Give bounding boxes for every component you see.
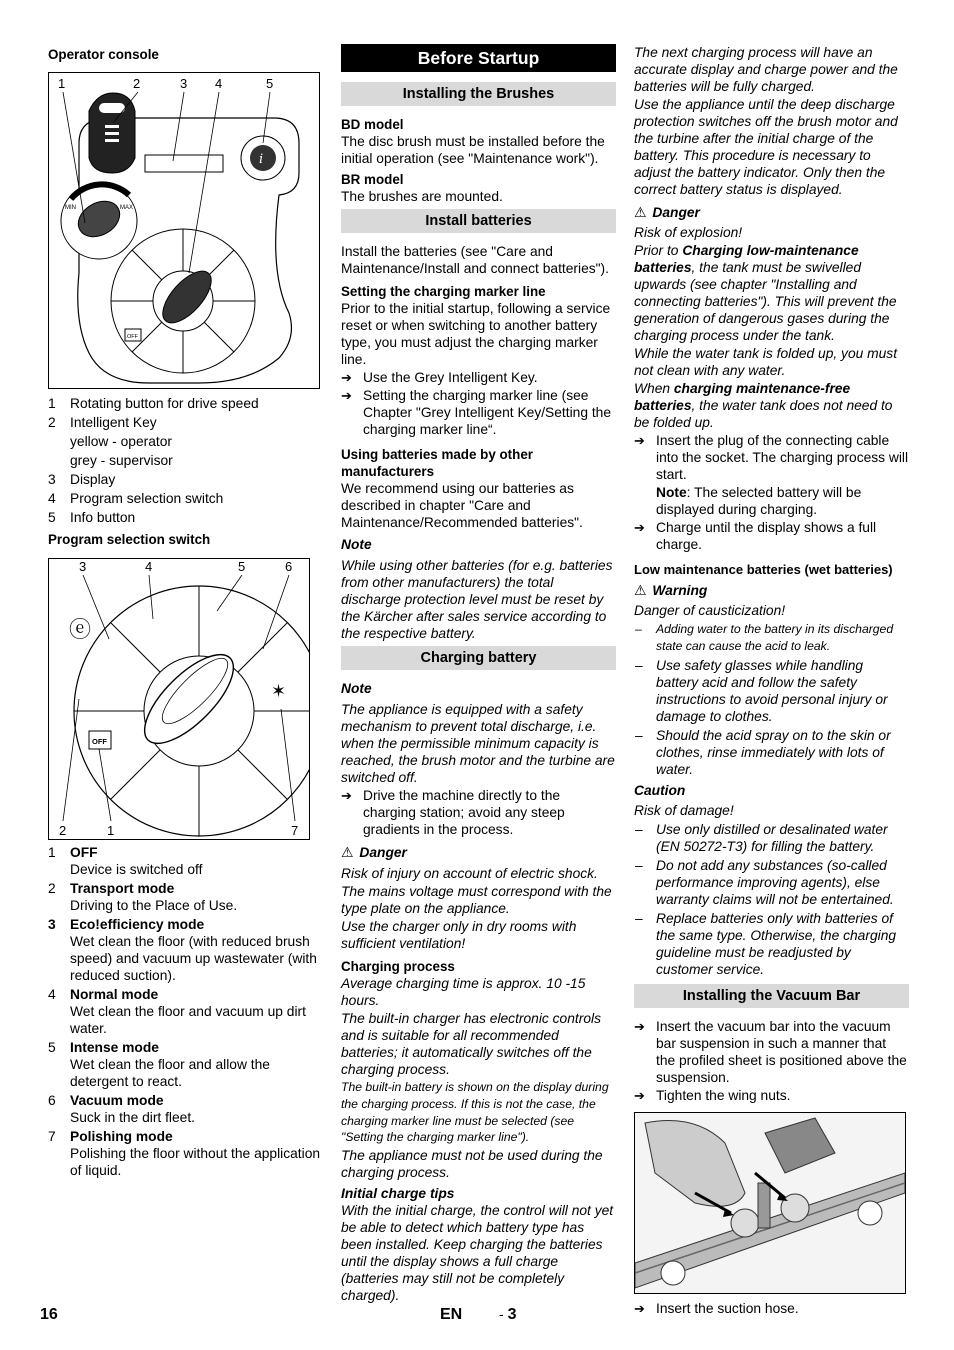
mode-item-normal: 4 Normal mode Wet clean the floor and vacuum up dirt water.	[48, 987, 306, 1036]
fig1-min-label: MIN	[65, 205, 76, 211]
vacuum-step-2: ➔ Tighten the wing nuts.	[634, 1087, 909, 1104]
fig1-callout-3: 3	[180, 76, 188, 91]
fig1-off-label: OFF	[127, 334, 138, 340]
danger-label: ⚠ Danger	[341, 845, 407, 860]
program-switch-heading: Program selection switch	[48, 532, 211, 547]
vacuum-step-3: ➔ Insert the suction hose.	[634, 1300, 909, 1317]
mode-item-intense: 5 Intense mode Wet clean the floor and allow the detergent to react.	[48, 1040, 270, 1089]
charging-battery-heading: Charging battery	[341, 646, 616, 670]
danger-text-3: Use the charger only in dry rooms with sufficient ventilation!	[341, 919, 577, 951]
language-code: EN	[440, 1306, 463, 1323]
explosion-risk-text: Risk of explosion!	[634, 225, 743, 240]
charging-process-text-3: The built-in battery is shown on the display during the charging process. If this is not the case, the charging marker line must be selected (see "Setting the charging marker line").	[341, 1080, 609, 1145]
note-1-text: While using other batteries (for e.g. batteries from other manufacturers) the total discharge protection level must be reset by the Kärcher after sales service according to the respective battery.	[341, 558, 613, 641]
install-batteries-heading: Install batteries	[341, 209, 616, 233]
vacuum-bar-heading: Installing the Vacuum Bar	[634, 984, 909, 1008]
fig1-callout-1: 1	[58, 76, 66, 91]
danger-label-2: ⚠ Danger	[634, 205, 700, 220]
program-switch-drawing	[49, 559, 309, 839]
deep-discharge-text: Use the appliance until the deep discharge protection switches off the brush motor and the turbine after the initial charge of the battery. This procedure is necessary to adjust the battery indicator. Only then the correct battery status is displayed.	[634, 97, 898, 197]
svg-text:i: i	[259, 152, 264, 167]
plug-step: ➔ Insert the plug of the connecting cable into the socket. The charging process will start.	[634, 432, 909, 483]
charging-process-text-2: The built-in charger has electronic controls and is suitable for all recommended batteries; it automatically switches off the charging process.	[341, 1011, 601, 1077]
charging-process-text-4: The appliance must not be used during the charging process.	[341, 1148, 603, 1181]
console-legend	[48, 395, 322, 526]
mode-legend	[48, 844, 322, 1179]
fig1-max-label: MAX	[120, 205, 134, 211]
damage-risk-text: Risk of damage!	[634, 802, 734, 818]
console-legend-item: 4 Program selection switch	[48, 491, 224, 506]
fig2-callout-5: 5	[238, 559, 246, 574]
initial-charge-text: With the initial charge, the control will not yet be able to detect which battery type has been installed. Keep charging the batteries until the display shows a full charge (batteries may still not be completely charged).	[341, 1203, 614, 1304]
console-legend-item: yellow - operator	[70, 434, 172, 449]
warning-item: – Use safety glasses while handling battery acid and follow the safety instructions to avoid personal injury or damage to clothes.	[634, 657, 909, 725]
marker-step-1: ➔ Use the Grey Intelligent Key.	[341, 369, 616, 386]
warning-label: ⚠ Warning	[634, 583, 708, 598]
fig2-callout-3: 3	[79, 559, 87, 574]
marker-step-2: ➔ Setting the charging marker line (see Chapter "Grey Intelligent Key/Setting the charging marker line“.	[341, 387, 616, 438]
fig1-callout-2: 2	[133, 76, 141, 91]
vacuum-bar-figure	[634, 1112, 906, 1294]
console-legend-item: 2 Intelligent Key	[48, 415, 157, 430]
page-number: 16	[40, 1306, 58, 1323]
bd-model-heading: BD model	[341, 117, 404, 132]
fig1-callout-5: 5	[266, 76, 274, 91]
install-batteries-text: Install the batteries (see "Care and Maintenance/Install and connect batteries").	[341, 244, 609, 276]
caution-label: Caution	[634, 782, 686, 798]
console-legend-item: 5 Info button	[48, 510, 136, 525]
note-2-text: The appliance is equipped with a safety mechanism to prevent total discharge, i.e. when the permissible minimum capacity is reached, the brush motor and the turbine are switched off.	[341, 702, 615, 785]
fig2-callout-2: 2	[59, 823, 67, 838]
fig2-callout-6: 6	[285, 559, 293, 574]
vacuum-bar-drawing	[635, 1113, 905, 1293]
bd-model-text: The disc brush must be installed before the initial operation (see "Maintenance work").	[341, 134, 605, 166]
danger-text-2: The mains voltage must correspond with the type plate on the appliance.	[341, 884, 612, 916]
next-charge-text: The next charging process will have an accurate display and charge power and the batteries will be fully charged.	[634, 45, 898, 94]
warning-triangle-icon: ⚠	[634, 583, 647, 598]
polish-star-icon: ✶	[271, 681, 287, 702]
console-legend-item: 3 Display	[48, 472, 116, 487]
low-maintenance-danger-text: Prior to Charging low-maintenance batteries, the tank must be swivelled upwards (see chapter "Installing and connecting batteries"). This will prevent the generation of dangerous gases during the charging process under the tank.	[634, 243, 897, 343]
charge-full-step: ➔ Charge until the display shows a full charge.	[634, 519, 909, 553]
fig2-off-label: OFF	[92, 737, 107, 746]
operator-console-heading: Operator console	[48, 47, 159, 62]
drive-step: ➔ Drive the machine directly to the charging station; avoid any steep gradients in the process.	[341, 787, 616, 838]
mode-item-off: 1 OFF Device is switched off	[48, 845, 203, 877]
low-maintenance-heading: Low maintenance batteries (wet batteries)	[634, 562, 893, 577]
note-1-label: Note	[341, 537, 372, 552]
vacuum-step-1: ➔ Insert the vacuum bar into the vacuum bar suspension in such a manner that the profiled sheet is positioned above the suspension.	[634, 1018, 909, 1086]
water-tank-text: While the water tank is folded up, you must not clean with any water.	[634, 346, 898, 378]
marker-line-text: Prior to the initial startup, following a service reset or when switching to another battery type, you must adjust the charging marker line.	[341, 301, 611, 367]
initial-charge-heading: Initial charge tips	[341, 1186, 455, 1202]
caution-item: – Use only distilled or desalinated water (EN 50272-T3) for filling the battery.	[634, 821, 909, 855]
causticization-text: Danger of causticization!	[634, 603, 786, 618]
br-model-text: The brushes are mounted.	[341, 189, 503, 204]
warning-triangle-icon: ⚠	[341, 845, 354, 860]
installing-brushes-heading: Installing the Brushes	[341, 82, 616, 106]
danger-text-1: Risk of injury on account of electric shock.	[341, 866, 598, 881]
fig1-callout-4: 4	[215, 76, 223, 91]
other-batteries-text: We recommend using our batteries as described in chapter "Care and Maintenance/Recommended batteries".	[341, 481, 583, 530]
mode-item-vacuum: 6 Vacuum mode Suck in the dirt fleet.	[48, 1093, 196, 1125]
program-switch-figure	[48, 558, 310, 840]
mode-item-polishing: 7 Polishing mode Polishing the floor without the application of liquid.	[48, 1129, 321, 1178]
warning-item: – Should the acid spray on to the skin or clothes, rinse immediately with lots of water.	[634, 727, 909, 778]
fig2-callout-1: 1	[107, 823, 115, 838]
fig2-callout-4: 4	[145, 559, 153, 574]
maintenance-free-text: When charging maintenance-free batteries, the water tank does not need to be folded up.	[634, 381, 893, 430]
note-2-label: Note	[341, 681, 372, 696]
column-middle	[341, 44, 616, 1305]
charging-process-heading: Charging process	[341, 959, 455, 974]
charging-process-text-1: Average charging time is approx. 10 -15 hours.	[341, 976, 586, 1008]
warning-triangle-icon: ⚠	[634, 205, 647, 220]
caution-item: – Replace batteries only with batteries of the same type. Otherwise, the charging guideline must be readjusted by customer service.	[634, 910, 909, 978]
before-startup-heading: Before Startup	[341, 44, 616, 72]
sub-page-number: - 3	[499, 1306, 517, 1323]
marker-line-heading: Setting the charging marker line	[341, 284, 546, 299]
caution-item: – Do not add any substances (so-called performance improving agents), else warranty claims will not be entertained.	[634, 857, 909, 908]
operator-console-figure	[48, 72, 320, 389]
operator-console-drawing	[49, 73, 319, 388]
warning-item: – Adding water to the battery in its discharged state can cause the acid to leak.	[634, 621, 909, 655]
mode-item-transport: 2 Transport mode Driving to the Place of Use.	[48, 881, 238, 913]
mode-item-eco: 3 Eco!efficiency mode Wet clean the floor (with reduced brush speed) and vacuum up wastewater (with reduced suction).	[48, 917, 317, 983]
br-model-heading: BR model	[341, 172, 404, 187]
other-batteries-heading: Using batteries made by other manufacturers	[341, 447, 533, 479]
fig2-callout-7: 7	[291, 823, 299, 838]
console-legend-item: grey - supervisor	[70, 453, 173, 468]
column-left	[48, 44, 322, 1181]
charging-note: Note: The selected battery will be displayed during charging.	[656, 485, 862, 517]
eco-e-icon: ⓔ	[69, 618, 92, 643]
column-right	[634, 44, 909, 1318]
console-legend-item: 1 Rotating button for drive speed	[48, 396, 259, 411]
